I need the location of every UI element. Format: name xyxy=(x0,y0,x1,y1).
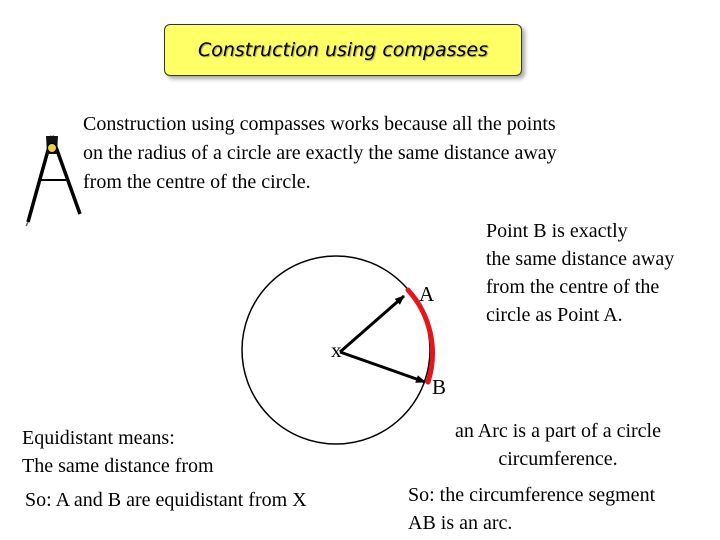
radius-xb xyxy=(340,352,425,382)
note-line: circle as Point A. xyxy=(486,304,623,326)
definition-line: The same distance from xyxy=(22,455,214,477)
radius-xa xyxy=(340,296,404,352)
definition-line: Equidistant means: xyxy=(22,427,175,449)
compass-icon xyxy=(26,136,80,226)
label-a: A xyxy=(419,282,435,306)
intro-text xyxy=(83,110,683,197)
note-line: the same distance away xyxy=(486,248,675,270)
page-title: Construction using compasses xyxy=(197,39,489,61)
note-line: Point B is exactly xyxy=(486,220,628,242)
conclusion-line: So: A and B are equidistant from X xyxy=(25,489,307,511)
label-b: B xyxy=(432,375,447,399)
arc-line: circumference. xyxy=(498,448,618,470)
equidistant-conclusion xyxy=(25,486,307,514)
equidistant-definition xyxy=(22,424,214,480)
label-x: x xyxy=(331,338,342,362)
arc-line: AB is an arc. xyxy=(408,512,513,534)
intro-line: on the radius of a circle are exactly the same distance away xyxy=(83,142,557,164)
arc-conclusion xyxy=(408,481,655,537)
note-line: from the centre of the xyxy=(486,276,660,298)
arc-line: So: the circumference segment xyxy=(408,484,656,506)
intro-line: Construction using compasses works because all the points xyxy=(83,113,556,135)
arc-line: an Arc is a part of a circle xyxy=(454,420,661,442)
arc-definition xyxy=(406,417,710,473)
point-b-note xyxy=(486,217,674,329)
intro-line: from the centre of the circle. xyxy=(83,171,311,193)
